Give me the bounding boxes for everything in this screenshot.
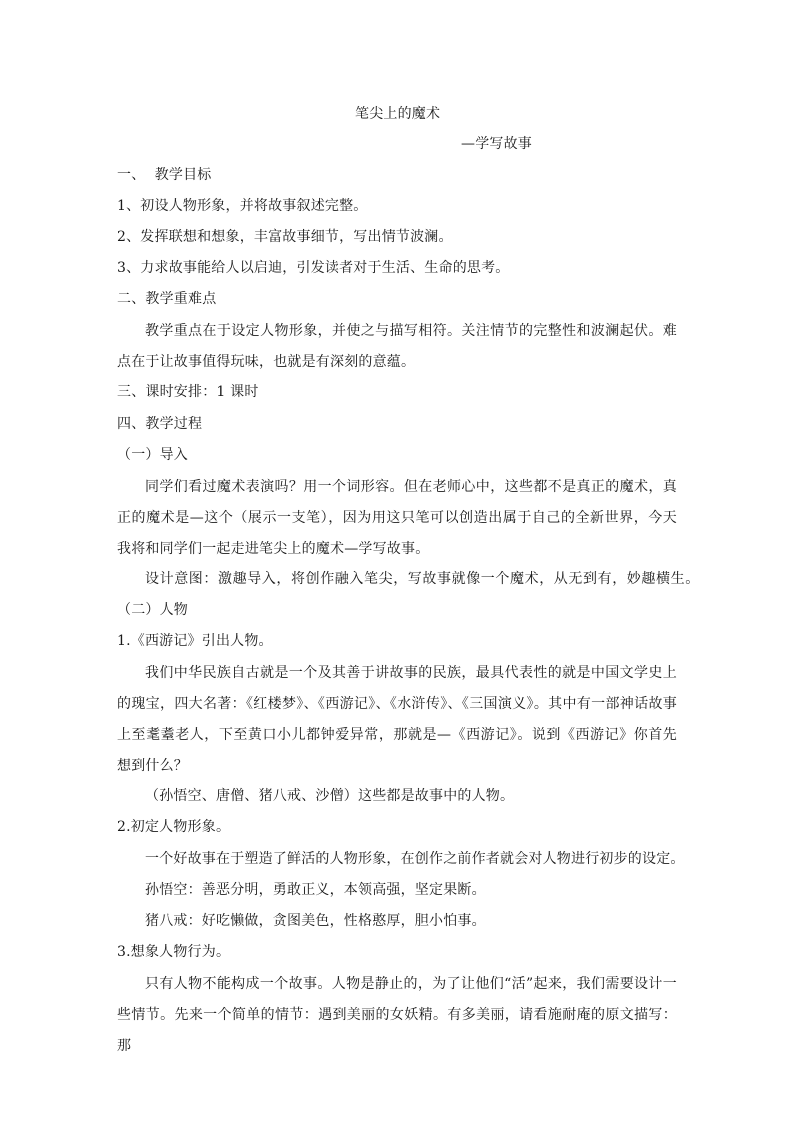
- part-2-heading: （二）人物: [117, 602, 188, 618]
- item-2-1-body: 我们中华民族自古就是一个及其善于讲故事的民族，最具代表性的就是中国文学史上的瑰宝，四大名著：《红楼梦》、《西游记》、《水浒传》、《三国演义》。其中有一部神话故事上至耄耋老人，下至黄口小儿都钟爱异常，那就是—《西游记》。说到《西游记》你首先想到什么？: [117, 665, 677, 774]
- item-2-3-heading: 3.想象人物行为。: [117, 944, 231, 960]
- document-subtitle: —学写故事: [461, 136, 532, 152]
- document-title: 笔尖上的魔术: [355, 106, 441, 122]
- section-3-heading: 三、课时安排：1 课时: [117, 384, 259, 400]
- item-2-1-heading: 1.《西游记》引出人物。: [117, 633, 273, 649]
- part-1-body: 同学们看过魔术表演吗？用一个词形容。但在老师心中，这些都不是真正的魔术，真正的魔术是—这个（展示一支笔），因为用这只笔可以创造出属于自己的全新世界，今天我将和同学们一起走进笔尖上的魔术—学写故事。: [117, 479, 677, 557]
- character-bajie: 猪八戒：好吃懒做，贪图美色，性格憨厚，胆小怕事。: [145, 913, 486, 929]
- design-intent-note: 设计意图：激趣导入，将创作融入笔尖，写故事就像一个魔术，从无到有，妙趣横生。: [145, 571, 700, 587]
- item-2-3-body: 只有人物不能构成一个故事。人物是静止的，为了让他们“活”起来，我们需要设计一些情节。先来一个简单的情节：遇到美丽的女妖精。有多美丽，请看施耐庵的原文描写：那: [117, 976, 677, 1054]
- item-2-2-body: 一个好故事在于塑造了鲜活的人物形象，在创作之前作者就会对人物进行初步的设定。: [145, 851, 685, 867]
- section-2-heading: 二、教学重难点: [117, 291, 217, 307]
- character-wukong: 孙悟空：善恶分明，勇敢正义，本领高强，坚定果断。: [145, 882, 486, 898]
- goal-2: 2、发挥联想和想象，丰富故事细节，写出情节波澜。: [117, 229, 453, 245]
- section-2-body: 教学重点在于设定人物形象，并使之与描写相符。关注情节的完整性和波澜起伏。难点在于让故事值得玩味，也就是有深刻的意蕴。: [117, 323, 677, 370]
- item-2-1-answer: （孙悟空、唐僧、猪八戒、沙僧）这些都是故事中的人物。: [145, 788, 515, 804]
- section-1-heading: 一、 教学目标: [117, 167, 212, 183]
- section-4-heading: 四、教学过程: [117, 416, 203, 432]
- goal-1: 1、初设人物形象，并将故事叙述完整。: [117, 198, 368, 214]
- goal-3: 3、力求故事能给人以启迪，引发读者对于生活、生命的思考。: [117, 260, 510, 276]
- item-2-2-heading: 2.初定人物形象。: [117, 819, 231, 835]
- part-1-heading: （一）导入: [117, 447, 188, 463]
